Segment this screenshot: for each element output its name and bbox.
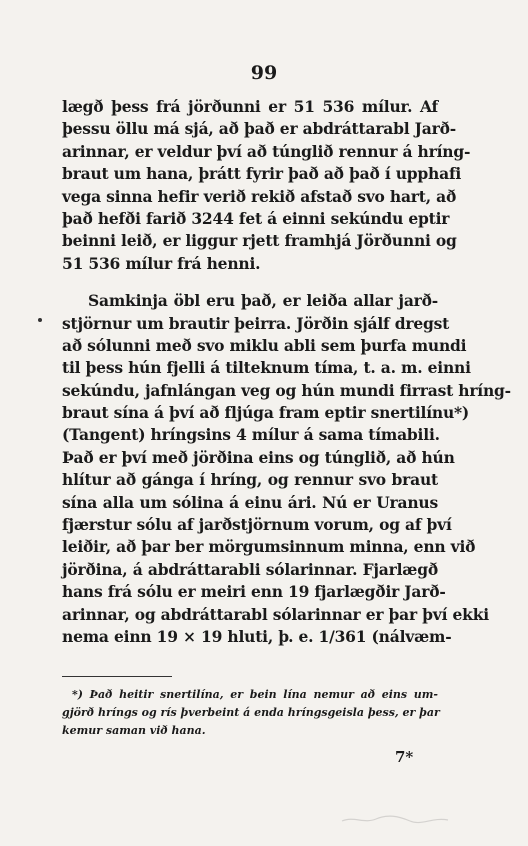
text-line: 51 536 mílur frá henni. <box>62 253 261 273</box>
text-line: hlítur að gánga í hríng, og rennur svo braut <box>62 470 438 490</box>
signature-mark: 7* <box>395 748 414 766</box>
text-line: beinni leið, er liggur rjett framhjá Jörðunni og <box>62 231 457 251</box>
text-line: braut sína á því að fljúga fram eptir snertilínu*) <box>62 403 470 423</box>
footnote-line: kemur saman við hana. <box>62 724 206 737</box>
footnote <box>62 686 438 740</box>
text-line: (Tangent) hríngsins 4 mílur á sama tímabili. <box>62 425 440 445</box>
text-line: braut um hana, þrátt fyrir það að það í upphafi <box>62 164 462 184</box>
text-line: það hefði farið 3244 fet á einni sekúndu eptir <box>62 208 450 228</box>
paragraph-2 <box>62 290 511 648</box>
text-line: hans frá sólu er meiri enn 19 fjarlægðir Jarð- <box>62 582 446 602</box>
text-line: Það er því með jörðina eins og túnglið, að hún <box>62 447 455 467</box>
library-stamp <box>340 812 452 826</box>
text-line: Samkinja öbl eru það, er leiða allar jarð- <box>88 291 438 311</box>
text-line: sína alla um sólina á einu ári. Nú er Uranus <box>62 492 438 512</box>
text-line: að sólunni með svo miklu abli sem þurfa mundi <box>62 335 467 355</box>
text-line: stjörnur um brautir þeirra. Jörðin sjálf dregst <box>62 313 450 333</box>
text-line: vega sinna hefir verið rekið afstað svo hart, að <box>62 186 457 206</box>
footnote-rule <box>62 676 172 677</box>
text-line: arinnar, og abdráttarabl sólarinnar er þar því ekki <box>62 604 489 624</box>
text-line: fjærstur sólu af jarðstjörnum vorum, og af því <box>62 515 452 535</box>
text-line: leiðir, að þar ber mörgumsinnum minna, enn við <box>62 537 476 557</box>
text-line: lægð þess frá jörðunni er 51 536 mílur. Af <box>62 97 438 116</box>
margin-dot <box>38 318 42 322</box>
footnote-line: *) Það heitir snertilína, er bein lína nemur að eins um- <box>72 688 438 701</box>
text-line: sekúndu, jafnlángan veg og hún mundi firrast hríng- <box>62 380 511 400</box>
body-text <box>62 96 511 648</box>
page-number: 99 <box>250 62 278 84</box>
text-line: til þess hún fjelli á tilteknum tíma, t. a. m. einni <box>62 358 471 378</box>
text-line: nema einn 19 × 19 hluti, þ. e. 1/361 (nálvæm- <box>62 626 452 646</box>
footnote-line: gjörð hríngs og rís þverbeint á enda hríngsgeisla þess, er þar <box>62 706 440 719</box>
paragraph-1 <box>62 96 471 275</box>
text-line: jörðina, á abdráttarabli sólarinnar. Fjarlægð <box>62 559 438 579</box>
text-line: þessu öllu má sjá, að það er abdráttarabl Jarð- <box>62 119 456 139</box>
text-line: arinnar, er veldur því að túnglið rennur á hríng- <box>62 141 471 161</box>
